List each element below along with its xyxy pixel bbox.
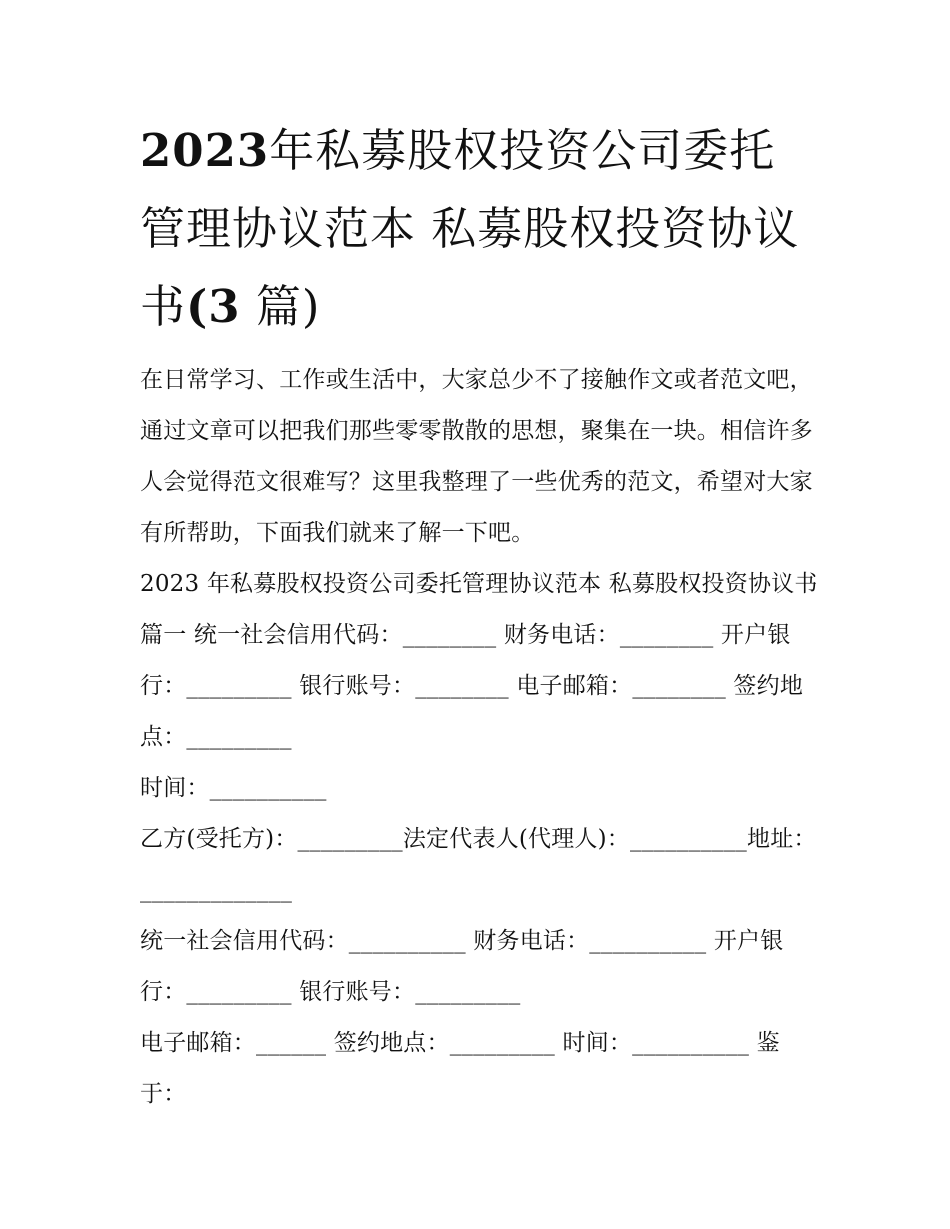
title-year: 2023	[140, 124, 270, 177]
title-count-number: (3	[186, 280, 241, 333]
intro-paragraph: 在日常学习、工作或生活中，大家总少不了接触作文或者范文吧，通过文章可以把我们那些零零散散的思想，聚集在一块。相信许多人会觉得范文很难写？这里我整理了一些优秀的范文，希望对大家有所帮助，下面我们就来了解一下吧。	[140, 367, 813, 546]
party-a-info-paragraph: 2023 年私募股权投资公司委托管理协议范本 私募股权投资协议书篇一 统一社会信用代码：________ 财务电话：________ 开户银行：_________ 银行账号：________ 电子邮箱：________ 签约地点：_________	[140, 571, 818, 750]
title-text: 年私募股权投资公司委托管理协议范本 私募股权投资协议书	[140, 124, 800, 333]
party-b-paragraph: 乙方(受托方)：_________法定代表人(代理人)：__________地址：_____________	[140, 826, 817, 903]
document-title	[140, 112, 820, 346]
time-paragraph: 时间：__________	[140, 775, 327, 801]
party-b-credit-paragraph: 统一社会信用代码：__________ 财务电话：__________ 开户银行：_________ 银行账号：_________	[140, 928, 784, 1005]
document-body	[140, 355, 825, 1120]
title-count-suffix: 篇)	[240, 280, 321, 333]
party-b-contact-paragraph: 电子邮箱：______ 签约地点：_________ 时间：__________ 鉴于：	[140, 1030, 780, 1107]
